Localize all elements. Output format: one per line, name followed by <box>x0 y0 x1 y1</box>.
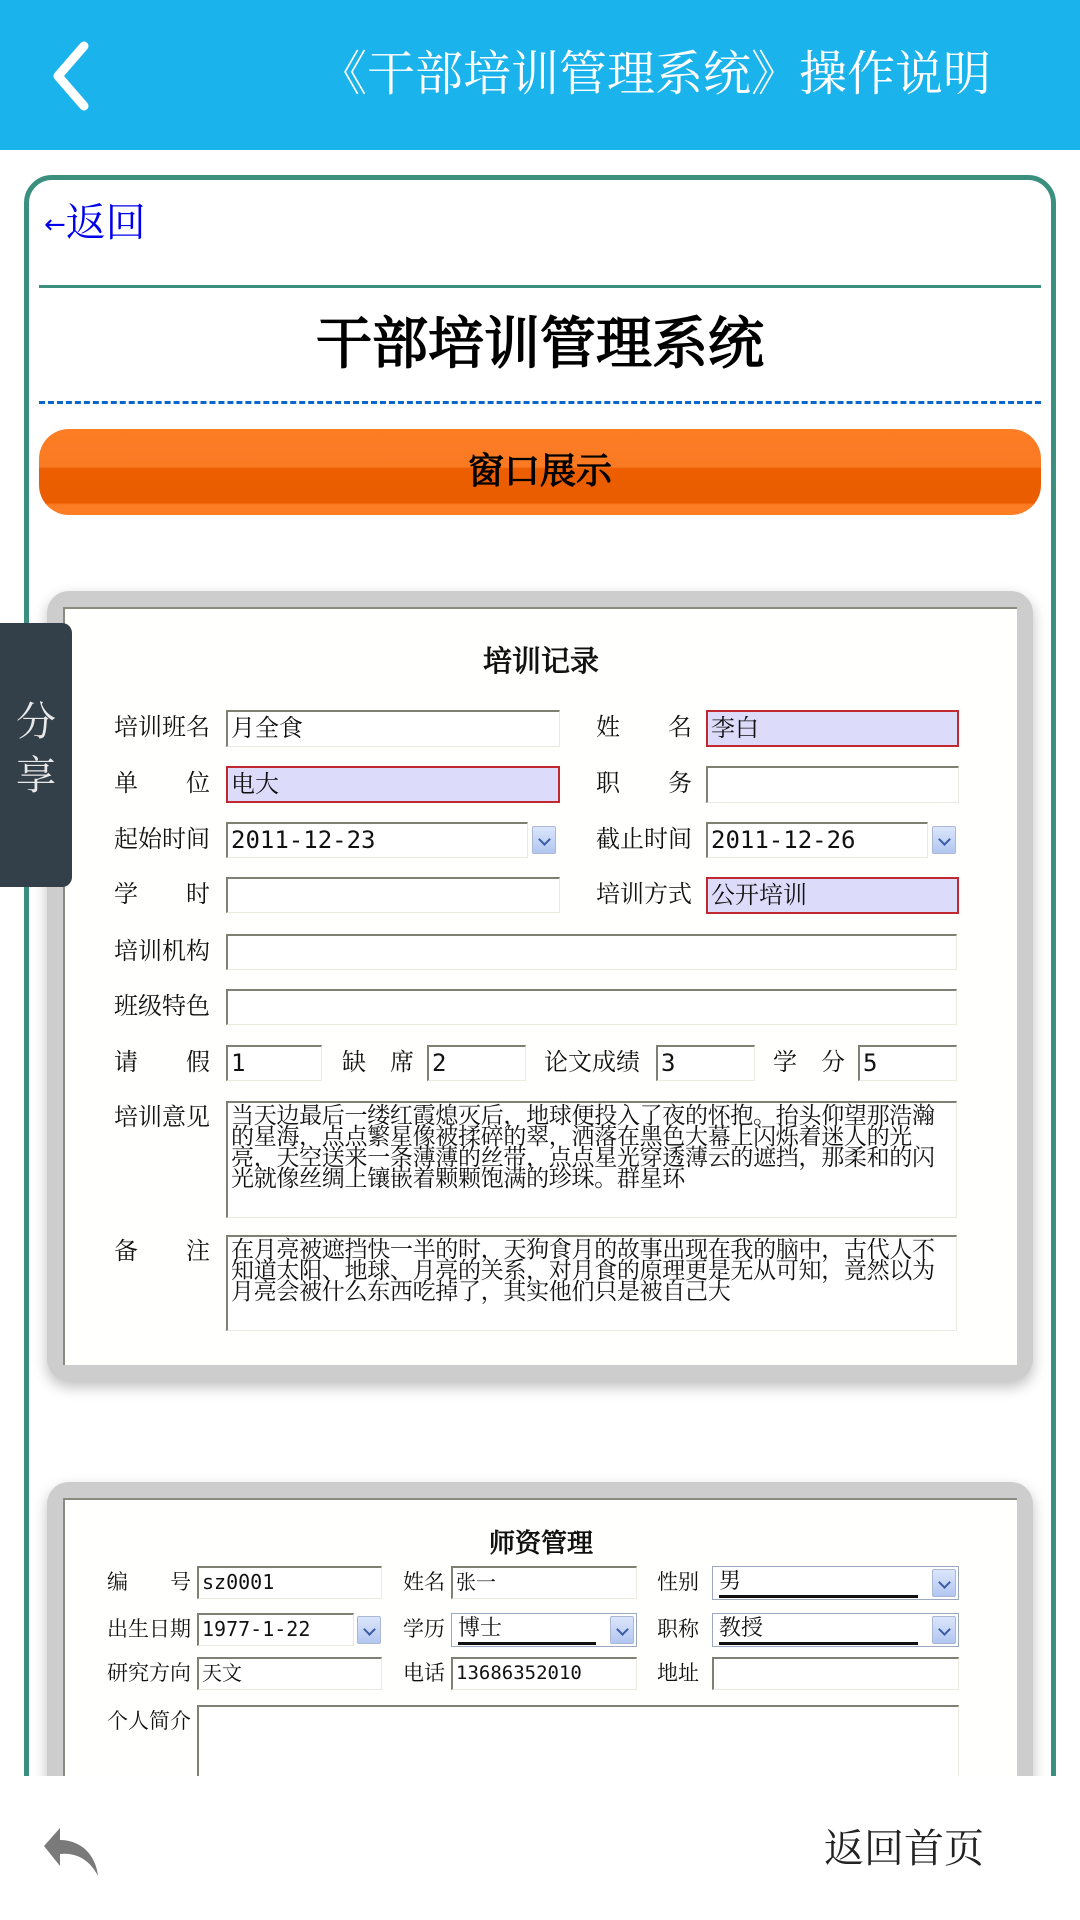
dashed-divider <box>39 401 1041 404</box>
reply-arrow-icon[interactable] <box>42 1826 100 1876</box>
gender-dropdown-icon[interactable] <box>932 1569 956 1597</box>
title-rank-value: 教授 <box>719 1616 918 1645</box>
training-mode-input[interactable]: 公开培训 <box>706 877 959 914</box>
birth-date-dropdown-icon[interactable] <box>357 1616 381 1644</box>
end-time-dropdown-icon[interactable] <box>932 826 956 854</box>
back-link-label: 返回 <box>65 200 146 246</box>
address-input[interactable] <box>712 1657 959 1690</box>
phone-label: 电话 <box>403 1661 445 1685</box>
credits-input[interactable]: 5 <box>858 1045 957 1081</box>
back-link[interactable] <box>44 200 146 248</box>
title-rank-dropdown-icon[interactable] <box>932 1616 956 1644</box>
remarks-textarea[interactable]: 在月亮被遮挡快一半的时，天狗食月的故事出现在我的脑中，古代人不知道太阳、地球、月亮的关系，对月食的原理更是无从可知，竟然以为月亮会被什么东西吃掉了，其实他们只是被自己大 <box>226 1235 957 1331</box>
return-home-button[interactable]: 返回首页 <box>824 1826 984 1872</box>
document-title: 干部培训管理系统 <box>316 312 764 377</box>
training-mode-label: 培训方式 <box>596 880 692 908</box>
research-input[interactable]: 天文 <box>197 1657 382 1690</box>
class-feature-input[interactable] <box>226 989 957 1025</box>
thesis-score-input[interactable]: 3 <box>656 1045 755 1081</box>
education-value: 博士 <box>458 1616 596 1645</box>
chevron-left-icon[interactable] <box>44 36 104 116</box>
class-feature-label: 班级特色 <box>114 992 210 1020</box>
research-label: 研究方向 <box>107 1661 191 1685</box>
gender-label: 性别 <box>657 1570 699 1594</box>
title-rank-select[interactable] <box>712 1613 959 1647</box>
bio-label: 个人简介 <box>107 1709 191 1733</box>
start-time-dropdown-icon[interactable] <box>532 826 556 854</box>
start-time-label: 起始时间 <box>114 825 210 853</box>
screenshot-training-record <box>47 591 1033 1381</box>
teacher-name-label: 姓名 <box>403 1570 445 1594</box>
leave-label: 请 假 <box>114 1048 210 1076</box>
education-dropdown-icon[interactable] <box>610 1616 634 1644</box>
left-arrow-icon: ← <box>44 210 66 240</box>
education-select[interactable] <box>451 1613 637 1647</box>
institution-label: 培训机构 <box>114 937 210 965</box>
start-time-input[interactable]: 2011-12-23 <box>226 822 528 858</box>
class-name-label: 培训班名 <box>114 713 210 741</box>
window-display-button[interactable]: 窗口展示 <box>39 429 1041 515</box>
leave-input[interactable]: 1 <box>226 1045 322 1081</box>
bottom-bar <box>0 1776 1080 1920</box>
training-record-form <box>63 607 1017 1365</box>
absence-label: 缺 席 <box>342 1048 414 1076</box>
teacher-id-label: 编 号 <box>107 1570 191 1594</box>
phone-input[interactable]: 13686352010 <box>451 1657 637 1690</box>
hours-label: 学 时 <box>114 880 210 908</box>
name-label: 姓 名 <box>596 713 692 741</box>
opinion-textarea[interactable]: 当天边最后一缕红霞熄灭后，地球便投入了夜的怀抱。抬头仰望那浩瀚的星海，点点繁星像被揉碎的翠，洒落在黑色大幕上闪烁着迷人的光亮，天空送来一条薄薄的丝带，点点星光穿透薄云的遮挡，那柔和的闪光就像丝绸上镶嵌着颗颗饱满的珍珠。群星环 <box>226 1101 957 1218</box>
form-title: 师资管理 <box>488 1529 593 1559</box>
teacher-name-input[interactable]: 张一 <box>451 1566 637 1599</box>
education-label: 学历 <box>403 1617 445 1641</box>
share-tab[interactable] <box>0 623 72 887</box>
position-input[interactable] <box>706 766 959 803</box>
thesis-score-label: 论文成绩 <box>544 1048 640 1076</box>
birth-date-input[interactable]: 1977-1-22 <box>197 1613 354 1646</box>
address-label: 地址 <box>657 1661 699 1685</box>
teacher-id-input[interactable]: sz0001 <box>197 1566 382 1599</box>
opinion-label: 培训意见 <box>114 1103 210 1131</box>
credits-label: 学 分 <box>773 1048 845 1076</box>
institution-input[interactable] <box>226 934 957 970</box>
gender-value: 男 <box>719 1569 918 1598</box>
hours-input[interactable] <box>226 877 560 913</box>
end-time-label: 截止时间 <box>596 825 692 853</box>
page-title: 《干部培训管理系统》操作说明 <box>318 46 991 102</box>
divider <box>39 285 1041 288</box>
unit-input[interactable]: 电大 <box>226 766 560 803</box>
birth-date-label: 出生日期 <box>107 1617 191 1641</box>
remarks-label: 备 注 <box>114 1237 210 1265</box>
title-rank-label: 职称 <box>657 1617 699 1641</box>
share-label-2: 享 <box>16 753 56 799</box>
end-time-input[interactable]: 2011-12-26 <box>706 822 928 858</box>
gender-select[interactable] <box>712 1566 959 1600</box>
class-name-input[interactable]: 月全食 <box>226 710 560 747</box>
name-input[interactable]: 李白 <box>706 710 959 747</box>
position-label: 职 务 <box>596 769 692 797</box>
unit-label: 单 位 <box>114 769 210 797</box>
form-title: 培训记录 <box>482 644 599 678</box>
absence-input[interactable]: 2 <box>427 1045 526 1081</box>
app-header <box>0 0 1080 150</box>
share-label-1: 分 <box>16 699 56 745</box>
